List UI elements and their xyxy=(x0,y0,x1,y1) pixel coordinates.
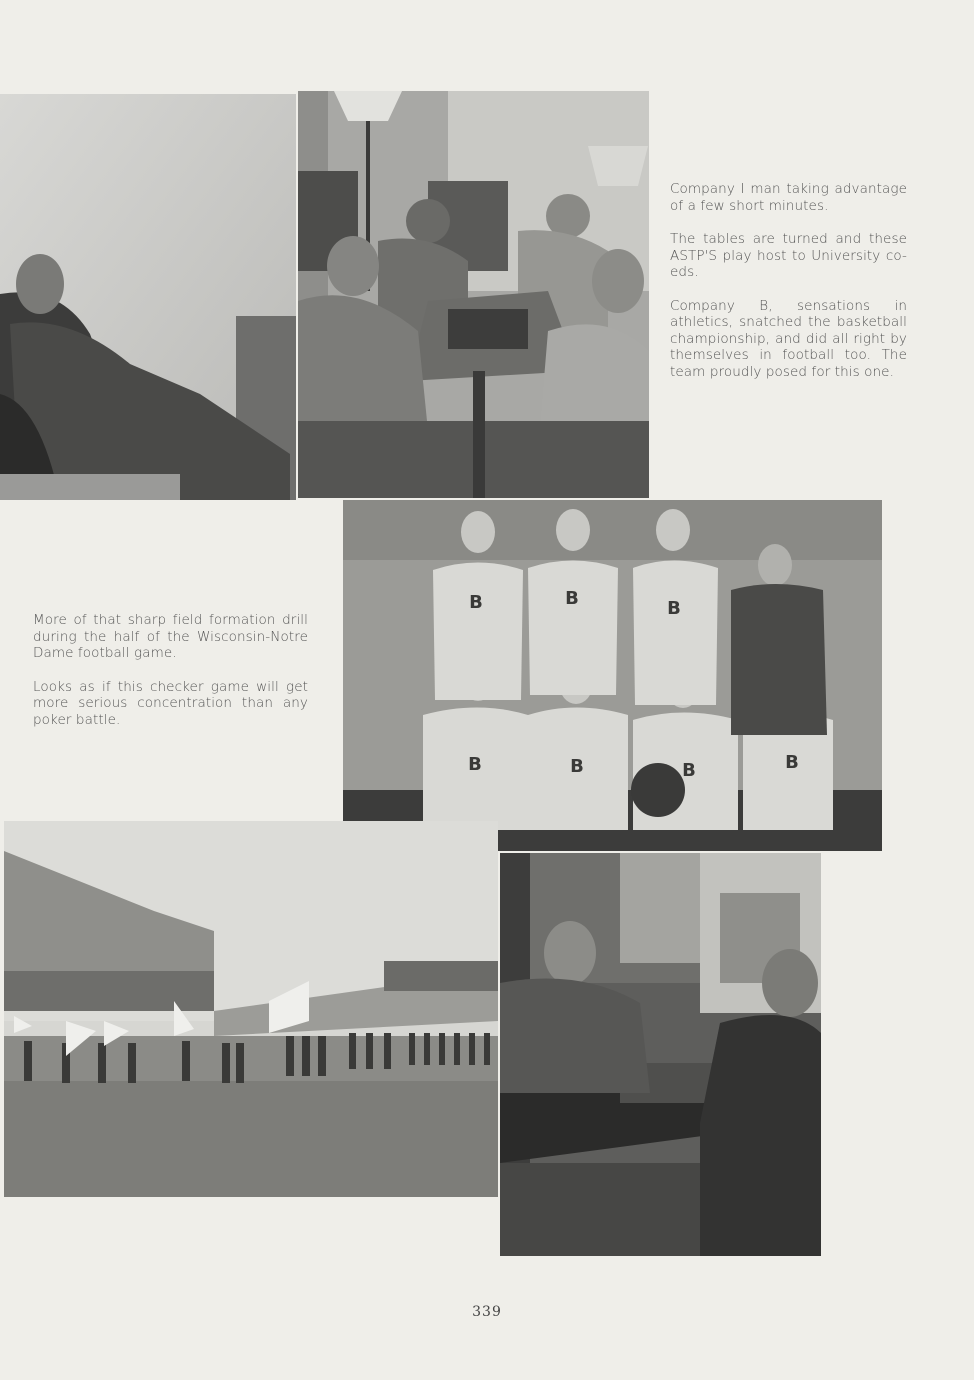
photo-card-game xyxy=(298,91,649,498)
jersey-letter: B xyxy=(682,760,696,781)
caption-company-i: Company I man taking advantage of a few short minutes. xyxy=(670,181,907,214)
jersey-letter: B xyxy=(469,592,483,613)
caption-company-b: Company B, sensations in athletics, snatched the basketball championship, and did all right by themselves in football too. The team proudly posed for this one. xyxy=(670,297,907,380)
jersey-letter: B xyxy=(667,598,681,619)
left-captions xyxy=(33,612,308,745)
photo-field-formation xyxy=(4,821,498,1197)
photo-checker-game xyxy=(500,853,821,1256)
jersey-letter: B xyxy=(468,754,482,775)
jersey-letter: B xyxy=(565,588,579,609)
photo-basketball-team xyxy=(343,500,882,851)
caption-checker-game: Looks as if this checker game will get more serious concentration than any poker battle. xyxy=(33,678,308,728)
caption-field-formation: More of that sharp field formation drill during the half of the Wisconsin-Notre Dame football game. xyxy=(33,612,308,661)
page-number: 339 xyxy=(472,1304,502,1320)
caption-tables-turned: The tables are turned and these ASTP'S play host to University co-eds. xyxy=(670,231,907,280)
jersey-letter: B xyxy=(570,756,584,777)
jersey-letter: B xyxy=(785,752,799,773)
photo-soldier-resting xyxy=(0,94,296,500)
right-captions xyxy=(670,181,907,397)
